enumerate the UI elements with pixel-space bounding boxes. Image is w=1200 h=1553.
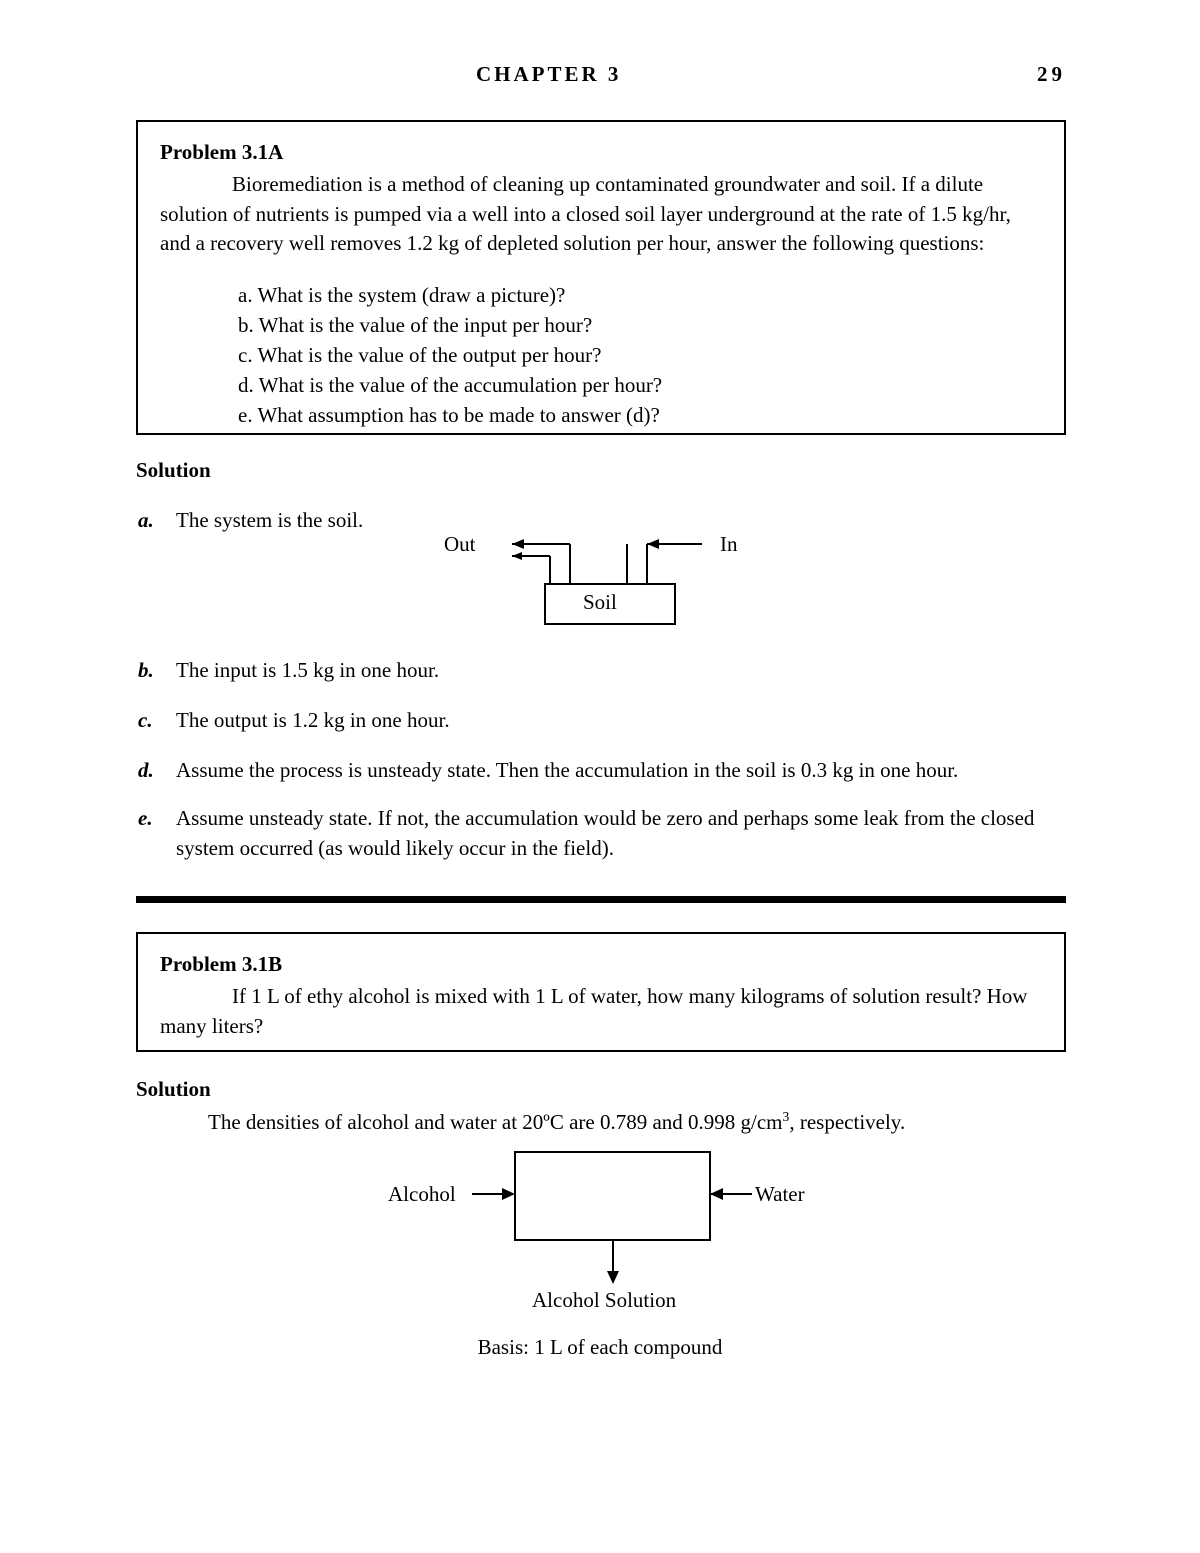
answer-a-letter: a. (138, 508, 154, 532)
soil-diagram-box-label: Soil (583, 590, 617, 614)
list-item: b. What is the value of the input per hour? (238, 313, 593, 338)
out-arrow-head (512, 539, 524, 549)
answer-b-letter: b. (138, 658, 154, 682)
solution-b-text-part2: , respectively. (789, 1110, 906, 1134)
problem-3-1a-line1: Bioremediation is a method of cleaning up contaminated groundwater and soil. If a dilute (232, 171, 984, 196)
answer-c-text: The output is 1.2 kg in one hour. (176, 708, 450, 732)
mixer-box-shape (515, 1152, 710, 1240)
answer-b-row (138, 656, 638, 686)
answer-c-row (138, 706, 638, 736)
mixer-water-label: Water (755, 1182, 805, 1206)
problem-3-1a-question-list (160, 281, 1042, 430)
answer-c-letter: c. (138, 708, 153, 732)
answer-d-text: Assume the process is unsteady state. Then the accumulation in the soil is 0.3 kg in one hour. (176, 758, 959, 782)
list-item: d. What is the value of the accumulation per hour? (238, 372, 663, 397)
water-arrow-head (710, 1188, 723, 1200)
mixer-output-label: Alcohol Solution (532, 1288, 677, 1312)
answer-d-letter: d. (138, 758, 154, 782)
problem-3-1b-line2: How many liters? (160, 983, 1028, 1038)
mixer-process-diagram (380, 1140, 840, 1320)
soil-diagram-out-label: Out (444, 532, 476, 556)
mixer-alcohol-label: Alcohol (388, 1182, 456, 1206)
basis-statement: Basis: 1 L of each compound (477, 1335, 723, 1359)
problem-3-1a-box (136, 120, 1066, 435)
answer-e-text (176, 804, 1068, 864)
problem-3-1b-body (160, 982, 1042, 1042)
list-item: c. What is the value of the output per hour? (238, 342, 602, 367)
answer-e-letter: e. (138, 806, 153, 830)
in-arrow-head (647, 539, 659, 549)
soil-system-diagram (440, 528, 780, 638)
header-chapter-label: CHAPTER 3 (476, 62, 622, 86)
solution-b-heading: Solution (136, 1077, 211, 1101)
problem-3-1b-box (136, 932, 1066, 1052)
answer-e-row (138, 804, 1068, 864)
alcohol-arrow-head (502, 1188, 515, 1200)
problem-3-1a-title: Problem 3.1A (160, 140, 284, 164)
answer-e-line1: Assume unsteady state. If not, the accumulation would be zero and perhaps some leak from (176, 806, 945, 830)
solution-b-superscript: 3 (782, 1109, 790, 1124)
soil-diagram-in-label: In (720, 532, 738, 556)
page-header (136, 62, 1066, 87)
solution-arrow-head (607, 1271, 619, 1284)
solution-a-heading: Solution (136, 458, 211, 482)
solution-b-text (208, 1107, 1078, 1138)
problem-3-1a-body (160, 170, 1042, 259)
list-item: a. What is the system (draw a picture)? (238, 283, 566, 308)
answer-e-line2: the closed system occurred (as would likely occur in the field). (176, 806, 1035, 860)
answer-a-text: The system is the soil. (176, 508, 364, 532)
answer-b-text: The input is 1.5 kg in one hour. (176, 658, 440, 682)
list-item: e. What assumption has to be made to answer (d)? (238, 402, 660, 427)
problem-3-1b-line1: If 1 L of ethy alcohol is mixed with 1 L of water, how many kilograms of solution result? (232, 983, 982, 1008)
problem-3-1a-line2: solution of nutrients is pumped via a well into a closed soil layer underground at the rate of 1.5 (160, 201, 957, 226)
solution-b-text-part1: The densities of alcohol and water at 20ºC are 0.789 and 0.998 g/cm (208, 1110, 783, 1134)
problem-3-1a-line3: kg/hr, and a recovery well removes 1.2 kg of depleted solution per hour, answer the following (160, 201, 1011, 256)
page-number: 29 (1037, 62, 1066, 86)
problem-3-1a-line4: questions: (899, 231, 985, 256)
section-divider (136, 896, 1066, 903)
problem-3-1b-title: Problem 3.1B (160, 952, 283, 976)
out-arrow-head-2 (512, 552, 522, 560)
answer-d-row (138, 756, 1068, 786)
